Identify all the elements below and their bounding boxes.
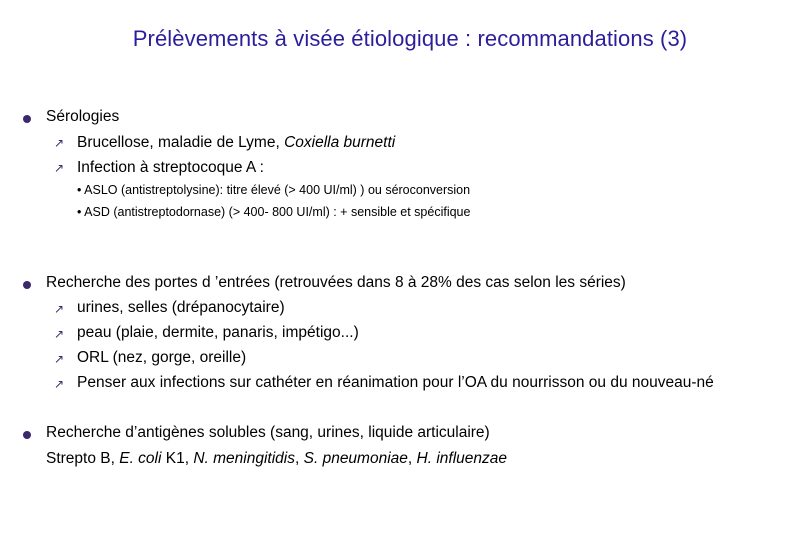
dot-bullet-icon bbox=[23, 281, 31, 289]
organism-list bbox=[46, 450, 507, 468]
arrow-ne-icon: ↗ bbox=[54, 161, 65, 175]
organism-hinfluenzae: H. influenzae bbox=[416, 450, 508, 467]
list-item: Brucellose, maladie de Lyme, Coxiella burnetti bbox=[77, 134, 396, 151]
organism-text: K1, bbox=[161, 450, 194, 467]
organism-ecoli: E. coli bbox=[119, 450, 162, 467]
dot-bullet-icon bbox=[23, 115, 31, 123]
sub-list-item: • ASD (antistreptodornase) (> 400- 800 UI/ml) : + sensible et spécifique bbox=[77, 205, 471, 219]
arrow-ne-icon: ↗ bbox=[54, 327, 65, 341]
organism-text: , bbox=[407, 450, 417, 467]
section-heading-serologies: Sérologies bbox=[46, 108, 120, 125]
organism-spneumoniae: S. pneumoniae bbox=[303, 450, 408, 467]
section-heading-portes: Recherche des portes d ’entrées (retrouvées dans 8 à 28% des cas selon les séries) bbox=[46, 274, 626, 291]
list-item: Penser aux infections sur cathéter en réanimation pour l’OA du nourrisson ou du nouveau-né bbox=[77, 374, 714, 391]
slide-title: Prélèvements à visée étiologique : recommandations (3) bbox=[132, 26, 688, 51]
organism-text: Strepto B, bbox=[46, 450, 120, 467]
arrow-ne-icon: ↗ bbox=[54, 352, 65, 366]
list-item: peau (plaie, dermite, panaris, impétigo...) bbox=[77, 324, 359, 341]
arrow-ne-icon: ↗ bbox=[54, 136, 65, 150]
list-item: Infection à streptocoque A : bbox=[77, 159, 264, 176]
list-item: ORL (nez, gorge, oreille) bbox=[77, 349, 247, 366]
dot-bullet-icon bbox=[23, 431, 31, 439]
arrow-ne-icon: ↗ bbox=[54, 302, 65, 316]
list-item: urines, selles (drépanocytaire) bbox=[77, 299, 285, 316]
sub-list-item: • ASLO (antistreptolysine): titre élevé (> 400 UI/ml) ) ou séroconversion bbox=[77, 183, 471, 197]
organism-text: , bbox=[295, 450, 304, 467]
organism-nmeningitidis: N. meningitidis bbox=[193, 450, 295, 467]
arrow-ne-icon: ↗ bbox=[54, 377, 65, 391]
section-heading-antigenes: Recherche d’antigènes solubles (sang, urines, liquide articulaire) bbox=[46, 424, 490, 441]
